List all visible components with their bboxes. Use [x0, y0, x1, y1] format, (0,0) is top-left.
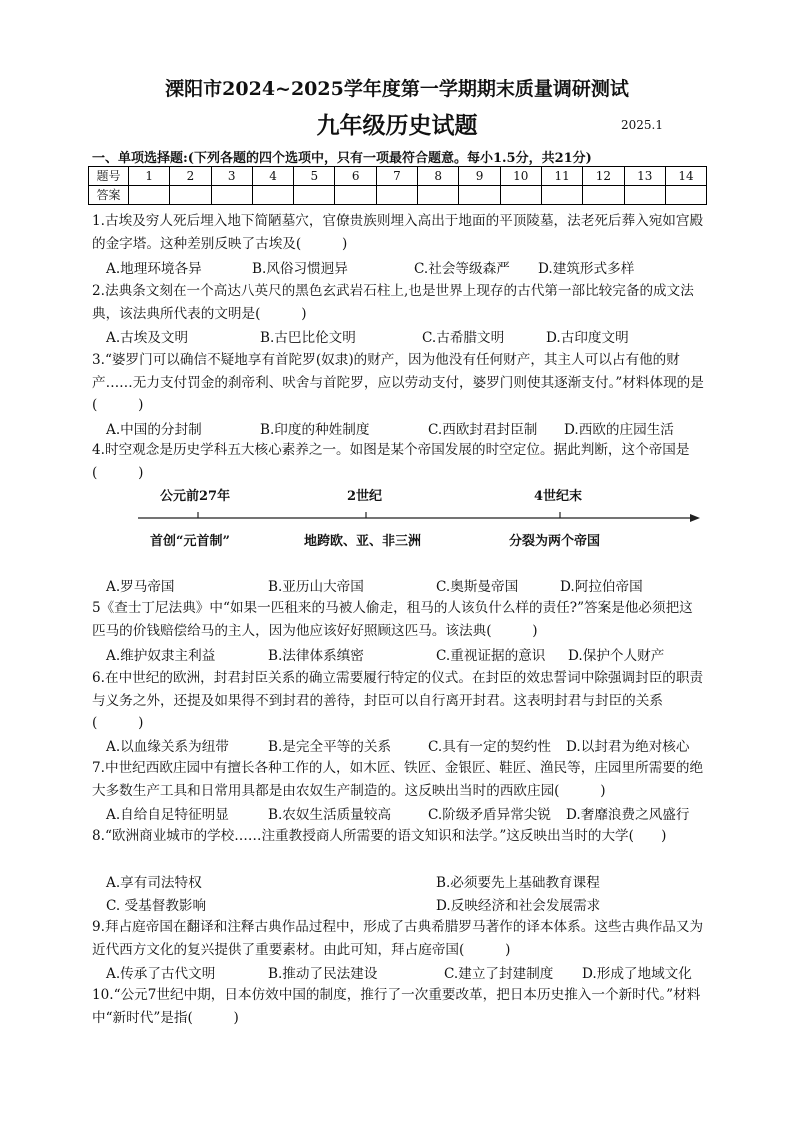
- timeline-arrow-icon: [690, 514, 700, 522]
- option-d[interactable]: D.古印度文明: [546, 330, 629, 346]
- answer-cell[interactable]: [500, 186, 541, 205]
- question-2-options: [92, 326, 706, 348]
- question-number: 11: [541, 167, 582, 186]
- question-number: 13: [624, 167, 665, 186]
- timeline-date-label: 公元前27年: [160, 489, 231, 504]
- option-c[interactable]: C.社会等级森严: [414, 261, 510, 277]
- question-9-stem: 9.拜占庭帝国在翻译和注释古典作品过程中，形成了古典希腊罗马著作的译本体系。这些古典作品又为近代西方文化的复兴提供了重要素材。由此可知，拜占庭帝国( ): [92, 919, 704, 958]
- question-8-options-row2: [92, 894, 706, 916]
- question-2-stem: 2.法典条文刻在一个高达八英尺的黑色玄武岩石柱上,也是世界上现存的古代第一部比较完备的成文法典，该法典所代表的文明是( ): [92, 283, 694, 322]
- option-b[interactable]: B.亚历山大帝国: [268, 579, 364, 595]
- exam-date: 2025.1: [621, 118, 663, 132]
- question-number: 5: [294, 167, 335, 186]
- option-b[interactable]: B.是完全平等的关系: [268, 739, 392, 755]
- question-number: 12: [583, 167, 624, 186]
- exam-subtitle: 九年级历史试题: [316, 112, 478, 139]
- question-6-options: [92, 735, 706, 757]
- option-c[interactable]: C.具有一定的契约性: [428, 739, 551, 755]
- question-4-options: [92, 575, 706, 597]
- option-c[interactable]: C.古希腊文明: [422, 330, 505, 346]
- question-8-stem: 8.“欧洲商业城市的学校……注重教授商人所需要的语文知识和法学。”这反映出当时的大学( ): [92, 828, 667, 844]
- timeline-date-label: 4世纪末: [534, 489, 583, 504]
- option-d[interactable]: D.奢靡浪费之风盛行: [566, 807, 690, 823]
- question-number: 1: [129, 167, 170, 186]
- option-a[interactable]: A.自给自足特征明显: [106, 807, 229, 823]
- option-b[interactable]: B.必须要先上基础教育课程: [436, 875, 600, 891]
- timeline-date-label: 2世纪: [347, 489, 383, 504]
- answer-table-header: 题号: [89, 167, 129, 186]
- answer-table-header: 答案: [89, 186, 129, 205]
- timeline-event-label: 地跨欧、亚、非三洲: [304, 534, 422, 549]
- answer-cell[interactable]: [418, 186, 459, 205]
- answer-cell[interactable]: [624, 186, 665, 205]
- question-number: 3: [211, 167, 252, 186]
- question-4-stem: 4.时空观念是历史学科五大核心素养之一。如图是某个帝国发展的时空定位。据此判断，这个帝国是( ): [92, 442, 690, 481]
- question-3-stem: 3.“婆罗门可以确信不疑地享有首陀罗(奴隶)的财产，因为他没有任何财产，其主人可以占有他的财产……无力支付罚金的刹帝利、吠舍与首陀罗，应以劳动支付，婆罗门则使其逐渐支付。”材料体现的是( ): [92, 352, 704, 414]
- option-c[interactable]: C.阶级矛盾异常尖锐: [428, 807, 551, 823]
- option-b[interactable]: B.推动了民法建设: [268, 966, 378, 982]
- timeline-figure: [138, 485, 702, 555]
- question-7-options: [92, 803, 706, 825]
- option-b[interactable]: B.农奴生活质量较高: [268, 807, 392, 823]
- question-number: 8: [418, 167, 459, 186]
- option-a[interactable]: A.传承了古代文明: [106, 966, 216, 982]
- answer-cell[interactable]: [583, 186, 624, 205]
- answer-table-answer-row: [89, 186, 707, 205]
- option-b[interactable]: B.风俗习惯迥异: [252, 261, 348, 277]
- question-number: 9: [459, 167, 500, 186]
- question-3-options: [92, 418, 706, 440]
- option-a[interactable]: A.中国的分封制: [106, 422, 202, 438]
- question-1-options: [92, 257, 706, 279]
- question-1-stem: 1.古埃及穷人死后埋入地下简陋墓穴，官僚贵族则埋入高出于地面的平顶陵墓，法老死后葬入宛如宫殿的金字塔。这种差别反映了古埃及( ): [92, 213, 704, 252]
- option-d[interactable]: D.以封君为绝对核心: [566, 739, 690, 755]
- option-b[interactable]: B.古巴比伦文明: [260, 330, 356, 346]
- option-c[interactable]: C. 受基督教影响: [106, 898, 207, 914]
- option-d[interactable]: D.建筑形式多样: [538, 261, 635, 277]
- question-number: 14: [665, 167, 706, 186]
- answer-cell[interactable]: [170, 186, 211, 205]
- question-number: 4: [252, 167, 293, 186]
- answer-cell[interactable]: [665, 186, 706, 205]
- question-6-stem: 6.在中世纪的欧洲，封君封臣关系的确立需要履行特定的仪式。在封臣的效忠誓词中除强调封臣的职责与义务之外，还提及如果得不到封君的善待，封臣可以自行离开封君。这表明封君与封臣的关系( ): [92, 670, 704, 732]
- timeline-event-label: 首创“元首制”: [150, 534, 230, 549]
- answer-table: [88, 166, 707, 205]
- timeline-event-label: 分裂为两个帝国: [509, 534, 601, 549]
- option-d[interactable]: D.阿拉伯帝国: [560, 579, 643, 595]
- option-d[interactable]: D.反映经济和社会发展需求: [436, 898, 601, 914]
- option-c[interactable]: C.奥斯曼帝国: [436, 579, 519, 595]
- exam-title: 溧阳市2024~2025学年度第一学期期末质量调研测试: [165, 78, 629, 100]
- question-5-stem: 5《查士丁尼法典》中“如果一匹租来的马被人偷走，租马的人该负什么样的责任?”答案是他必须把这匹马的价钱赔偿给马的主人，因为他应该好好照顾这匹马。该法典( ): [92, 600, 693, 639]
- option-a[interactable]: A.享有司法特权: [106, 875, 202, 891]
- answer-cell[interactable]: [252, 186, 293, 205]
- option-d[interactable]: D.西欧的庄园生活: [564, 422, 674, 438]
- answer-cell[interactable]: [335, 186, 376, 205]
- answer-cell[interactable]: [129, 186, 170, 205]
- question-number: 10: [500, 167, 541, 186]
- question-number: 2: [170, 167, 211, 186]
- answer-cell[interactable]: [376, 186, 417, 205]
- option-a[interactable]: A.维护奴隶主利益: [106, 648, 216, 664]
- option-a[interactable]: A.地理环境各异: [106, 261, 202, 277]
- answer-table-number-row: [89, 167, 707, 186]
- option-d[interactable]: D.形成了地域文化: [582, 966, 692, 982]
- option-d[interactable]: D.保护个人财产: [568, 648, 665, 664]
- question-number: 6: [335, 167, 376, 186]
- section-heading: 一、单项选择题:(下列各题的四个选项中，只有一项最符合题意。每小1.5分，共21分): [92, 151, 592, 166]
- option-a[interactable]: A.罗马帝国: [106, 579, 175, 595]
- option-b[interactable]: B.法律体系缜密: [268, 648, 364, 664]
- option-c[interactable]: C.西欧封君封臣制: [428, 422, 538, 438]
- question-number: 7: [376, 167, 417, 186]
- answer-cell[interactable]: [294, 186, 335, 205]
- question-9-options: [92, 962, 706, 984]
- answer-cell[interactable]: [459, 186, 500, 205]
- option-a[interactable]: A.古埃及文明: [106, 330, 189, 346]
- option-c[interactable]: C.重视证据的意识: [436, 648, 546, 664]
- answer-cell[interactable]: [211, 186, 252, 205]
- question-5-options: [92, 644, 706, 666]
- question-10-stem: 10.“公元7世纪中期，日本仿效中国的制度，推行了一次重要改革，把日本历史推入一个新时代。”材料中“新时代”是指( ): [92, 987, 701, 1026]
- answer-cell[interactable]: [541, 186, 582, 205]
- option-c[interactable]: C.建立了封建制度: [444, 966, 554, 982]
- option-b[interactable]: B.印度的种姓制度: [260, 422, 370, 438]
- question-7-stem: 7.中世纪西欧庄园中有擅长各种工作的人，如木匠、铁匠、金银匠、鞋匠、渔民等，庄园里所需要的绝大多数生产工具和日常用具都是由农奴生产制造的。这反映出当时的西欧庄园( ): [92, 760, 704, 799]
- question-8-options: [92, 871, 706, 893]
- option-a[interactable]: A.以血缘关系为纽带: [106, 739, 229, 755]
